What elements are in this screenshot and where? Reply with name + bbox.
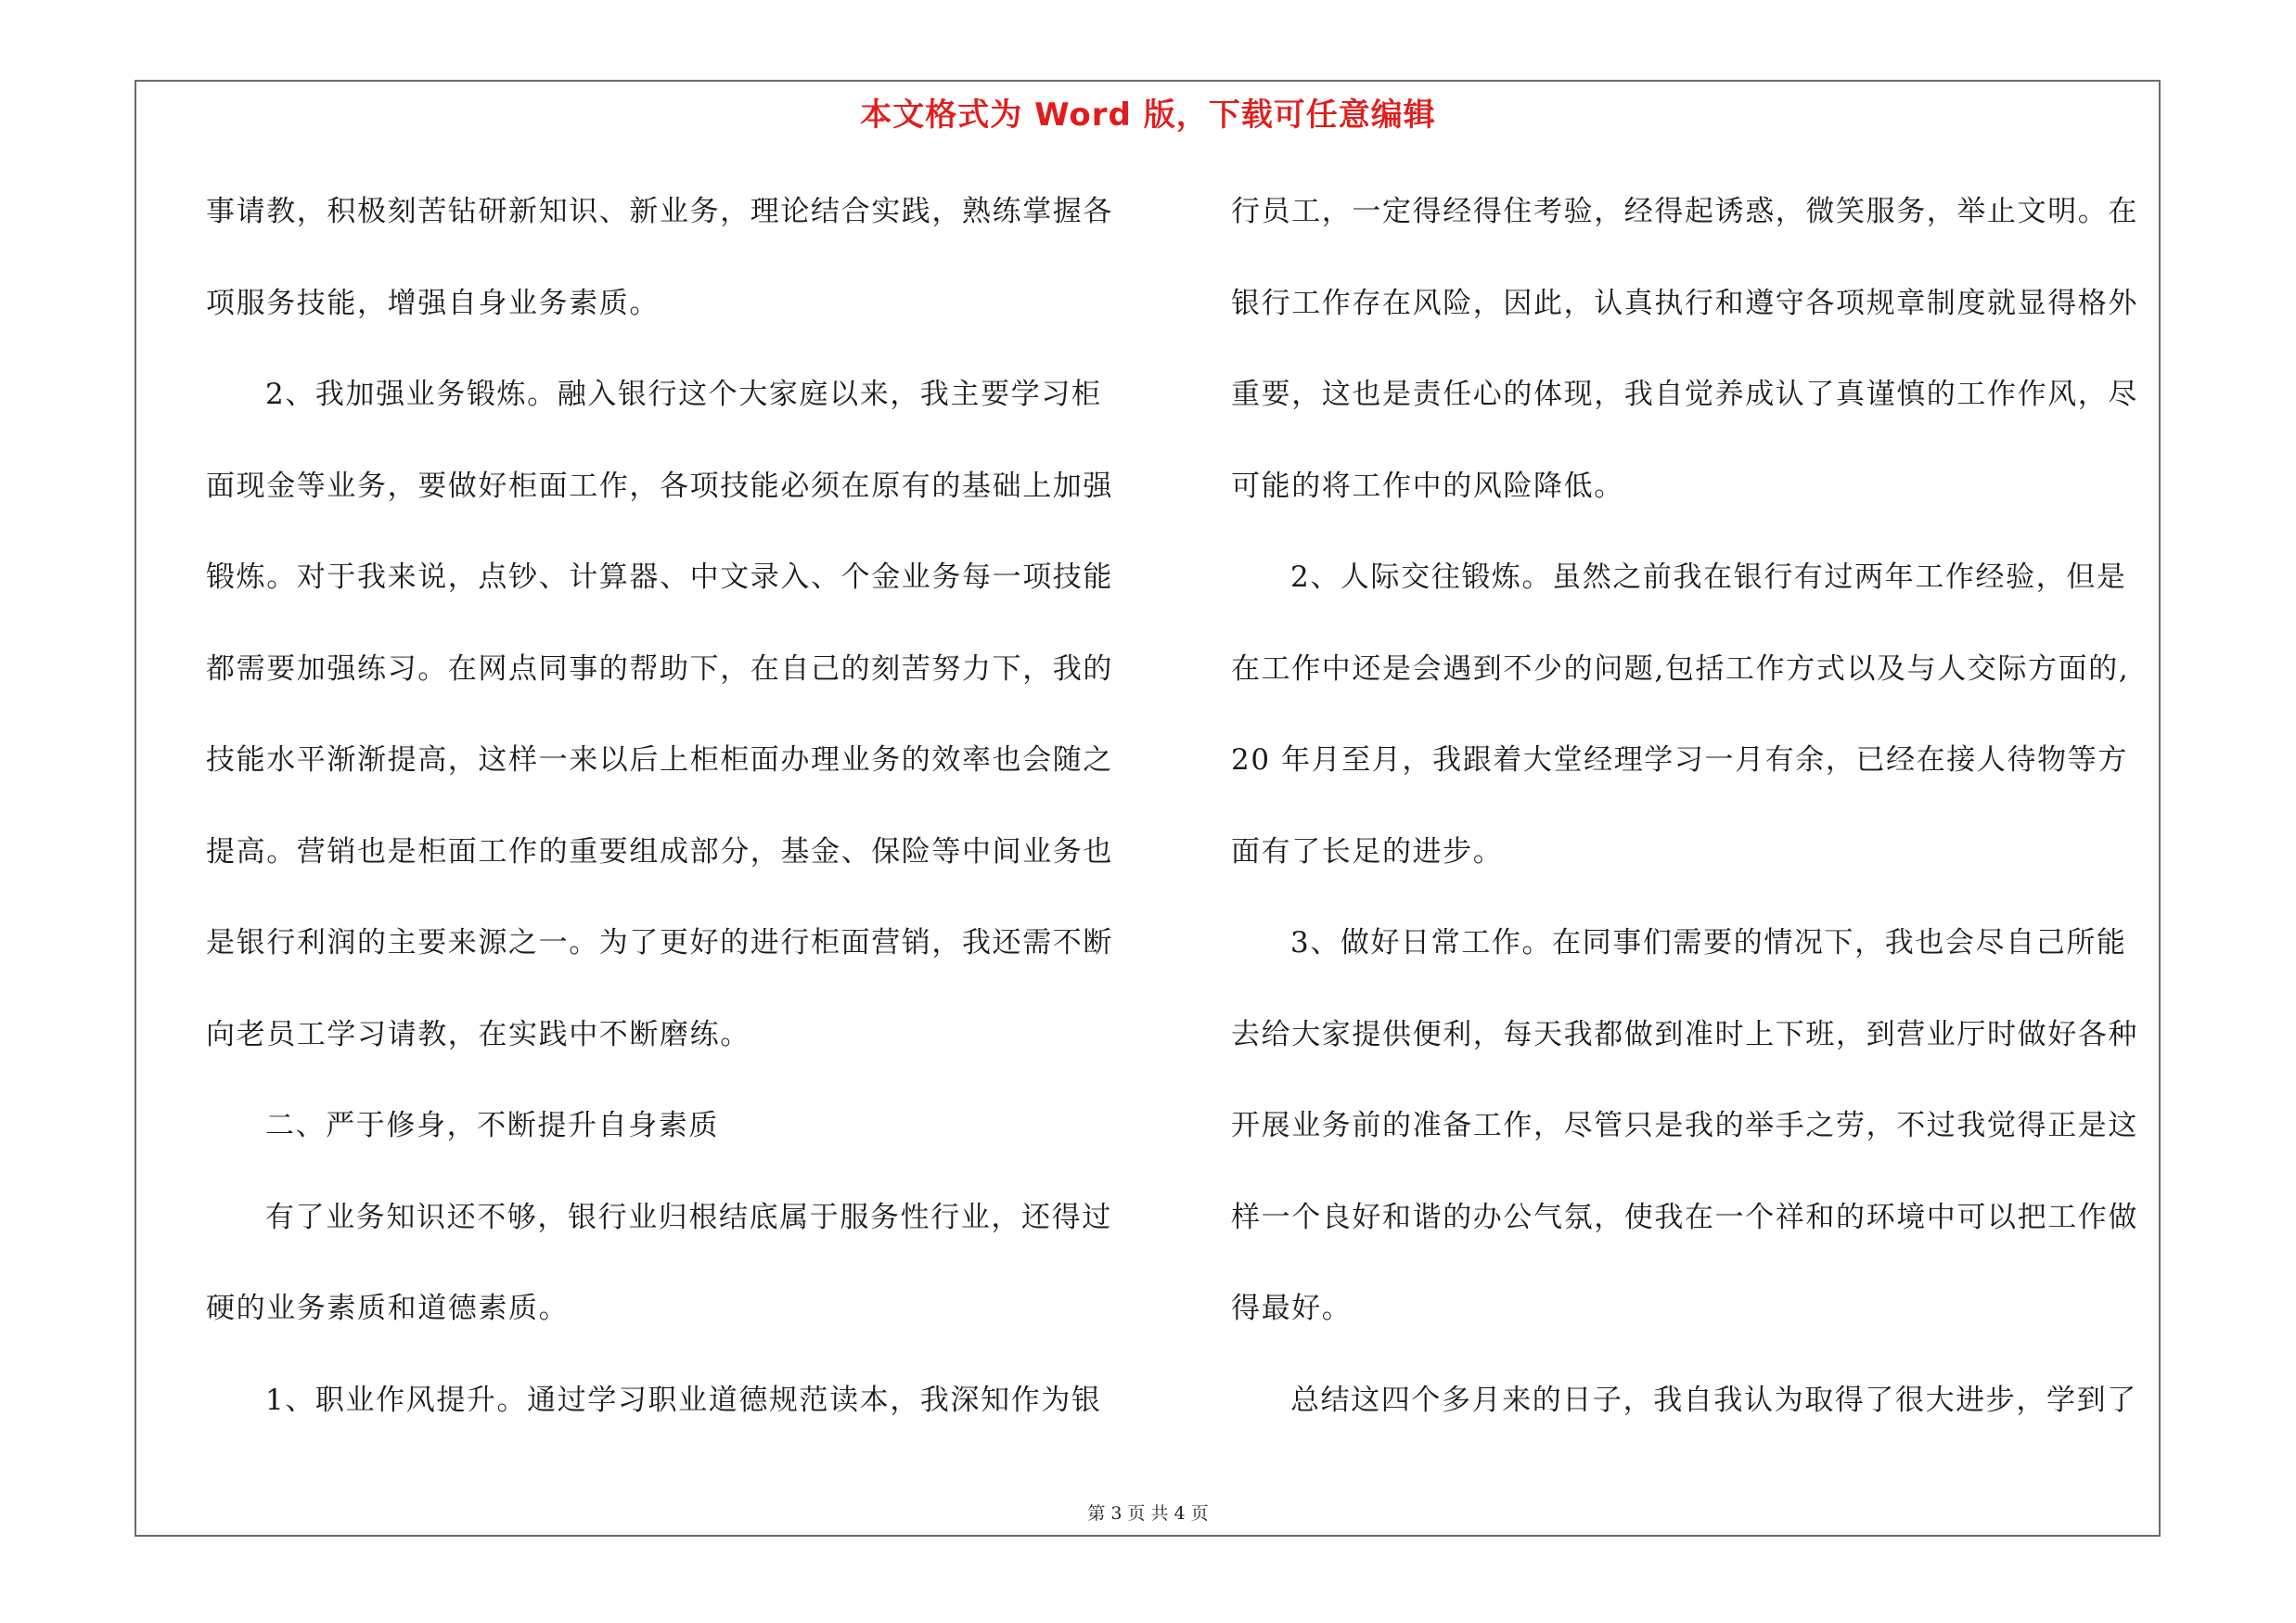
text-line: 事请教，积极刻苦钻研新知识、新业务，理论结合实践，熟练掌握各	[206, 195, 1113, 228]
text-line: 1、职业作风提升。通过学习职业道德规范读本，我深知作为银	[265, 1383, 1102, 1417]
text-line: 可能的将工作中的风险降低。	[1231, 469, 1624, 503]
page-number: 第 3 页 共 4 页	[1087, 1503, 1209, 1524]
right-text-column	[1231, 184, 2159, 1463]
text-line: 2、我加强业务锻炼。融入银行这个大家庭以来，我主要学习柜	[265, 378, 1102, 411]
text-line: 面现金等业务，要做好柜面工作，各项技能必须在原有的基础上加强	[206, 469, 1113, 503]
text-line: 总结这四个多月来的日子，我自我认为取得了很大进步，学到了	[1290, 1383, 2137, 1417]
text-line: 项服务技能，增强自身业务素质。	[206, 286, 660, 320]
text-line: 银行工作存在风险，因此，认真执行和遵守各项规章制度就显得格外	[1231, 286, 2138, 320]
text-line: 重要，这也是责任心的体现，我自觉养成认了真谨慎的工作作风，尽	[1231, 378, 2138, 411]
text-line: 样一个良好和谐的办公气氛，使我在一个祥和的环境中可以把工作做	[1231, 1200, 2138, 1234]
text-line: 去给大家提供便利，每天我都做到准时上下班，到营业厅时做好各种	[1231, 1017, 2138, 1051]
text-line: 硬的业务素质和道德素质。	[206, 1292, 570, 1325]
text-line: 提高。营销也是柜面工作的重要组成部分，基金、保险等中间业务也	[206, 834, 1113, 869]
text-line: 有了业务知识还不够，银行业归根结底属于服务性行业，还得过	[265, 1200, 1112, 1234]
text-line: 技能水平渐渐提高，这样一来以后上柜柜面办理业务的效率也会随之	[206, 743, 1113, 777]
text-line: 开展业务前的准备工作，尽管只是我的举手之劳，不过我觉得正是这	[1231, 1109, 2138, 1142]
text-line: 2、人际交往锻炼。虽然之前我在银行有过两年工作经验，但是	[1290, 560, 2127, 594]
text-line: 向老员工学习请教，在实践中不断磨练。	[206, 1017, 750, 1051]
text-line: 是银行利润的主要来源之一。为了更好的进行柜面营销，我还需不断	[206, 926, 1113, 960]
text-line: 都需要加强练习。在网点同事的帮助下，在自己的刻苦努力下，我的	[206, 651, 1113, 686]
text-line: 行员工，一定得经得住考验，经得起诱惑，微笑服务，举止文明。在	[1231, 195, 2138, 228]
left-text-column	[206, 184, 1134, 1463]
text-line: 面有了长足的进步。	[1231, 834, 1504, 869]
text-line: 3、做好日常工作。在同事们需要的情况下，我也会尽自己所能	[1290, 926, 2127, 960]
text-line: 20 年月至月，我跟着大堂经理学习一月有余，已经在接人待物等方	[1231, 743, 2128, 777]
word-format-banner: 本文格式为 Word 版，下载可任意编辑	[860, 97, 1436, 134]
text-line: 在工作中还是会遇到不少的问题,包括工作方式以及与人交际方面的,	[1231, 651, 2130, 686]
text-line: 得最好。	[1231, 1292, 1353, 1325]
text-line: 锻炼。对于我来说，点钞、计算器、中文录入、个金业务每一项技能	[206, 560, 1113, 594]
section-heading: 二、严于修身，不断提升自身素质	[265, 1109, 719, 1142]
